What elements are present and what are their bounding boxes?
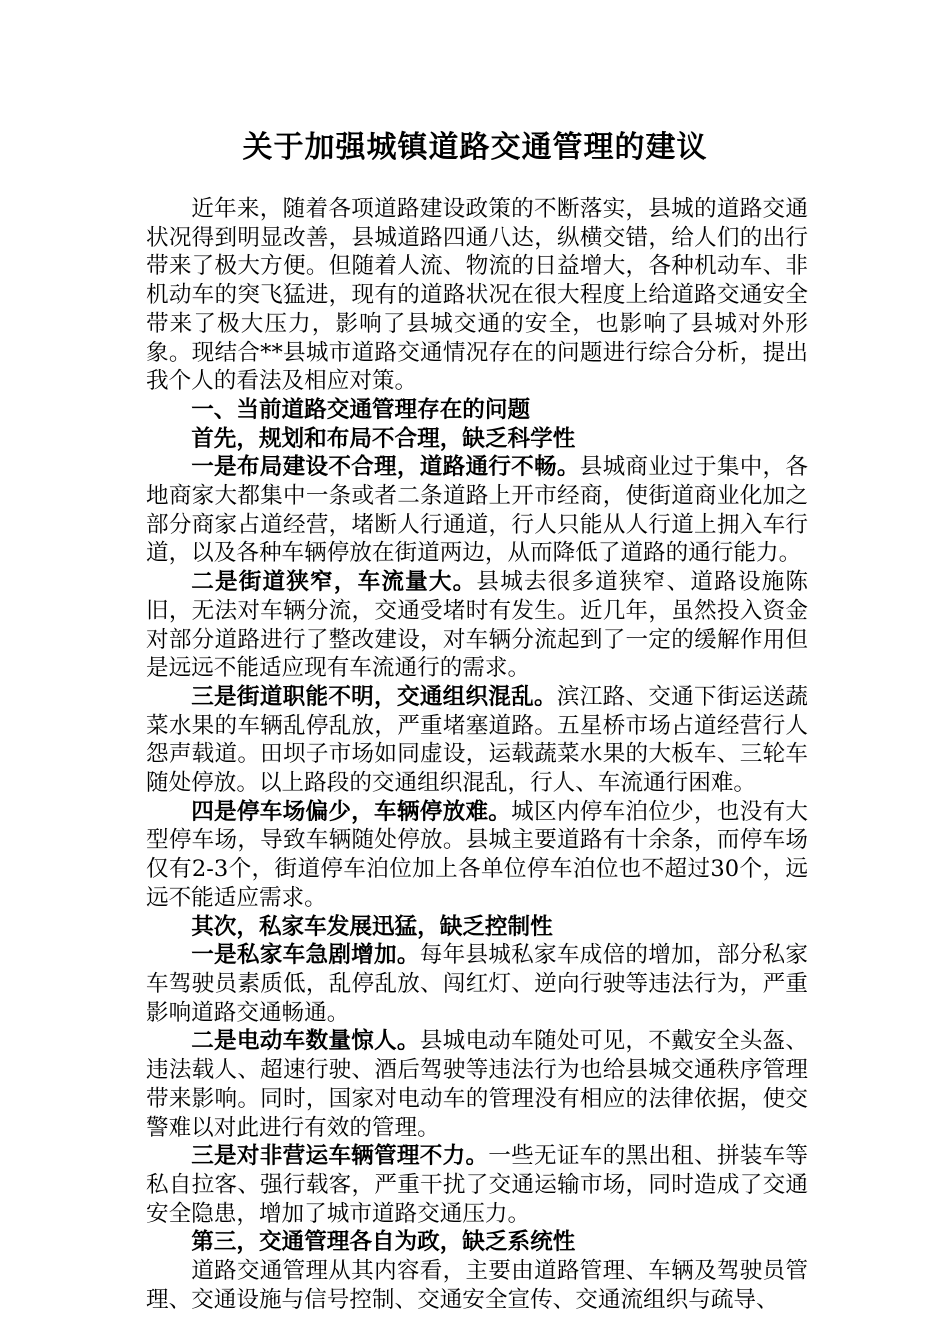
document-title: 关于加强城镇道路交通管理的建议 [242, 130, 708, 165]
paragraph-text: 近年来，随着各项道路建设政策的不断落实，县城的道路交通状况得到明显改善，县城道路四通八达，纵横交错，给人们的出行带来了极大方便。但随着人流、物流的日益增大，各种机动车、非机动车的突飞猛进，现有的道路状况在很大程度上给道路交通安全带来了极大压力，影响了县城交通的安全，也影响了县城对外形象。现结合**县城市道路交通情况存在的问题进行综合分析，提出我个人的看法及相应对策。 [146, 196, 808, 395]
body-paragraph [146, 941, 808, 1027]
paragraph-lead: 二是电动车数量惊人。 [191, 1028, 420, 1055]
subsection-heading: 首先，规划和布局不合理，缺乏科学性 [191, 425, 576, 452]
paragraph-lead: 四是停车场偏少，车辆停放难。 [191, 798, 512, 825]
paragraph-text: 城区内停车泊位少，也没有大型停车场，导致车辆随处停放。县城主要道路有十余条，而停车场仅有2-3个，街道停车泊位加上各单位停车泊位也不超过30个，远远不能适应需求。 [146, 798, 809, 911]
paragraph-text: 一些无证车的黑出租、拼装车等私自拉客、强行载客，严重干扰了交通运输市场，同时造成了交通安全隐患，增加了城市道路交通压力。 [146, 1143, 808, 1227]
paragraph-text: 滨江路、交通下街运送蔬菜水果的车辆乱停乱放，严重堵塞道路。五星桥市场占道经营行人怨声载道。田坝子市场如同虚设，运载蔬菜水果的大板车、三轮车随处停放。以上路段的交通组织混乱，行人、车流通行困难。 [146, 683, 809, 797]
paragraph-text: 县城去很多道狭窄、道路设施陈旧，无法对车辆分流，交通受堵时有发生。近几年，虽然投入资金对部分道路进行了整改建设，对车辆分流起到了一定的缓解作用但是远远不能适应现有车流通行的需求。 [146, 569, 809, 682]
paragraph-lead: 三是街道职能不明，交通组织混乱。 [191, 683, 557, 710]
body-paragraph [146, 1257, 808, 1314]
body-paragraph [146, 568, 808, 683]
body-paragraph [146, 798, 808, 913]
paragraph-lead: 一是布局建设不合理，道路通行不畅。 [191, 454, 580, 481]
paragraph-text: 每年县城私家车成倍的增加，部分私家车驾驶员素质低，乱停乱放、闯红灯、逆向行驶等违法行为，严重影响道路交通畅通。 [146, 942, 809, 1026]
body-paragraph [146, 1027, 808, 1142]
document-body [146, 195, 808, 1314]
subsection-heading: 第三，交通管理各自为政，缺乏系统性 [191, 1229, 576, 1256]
paragraph-text: 道路交通管理从其内容看，主要由道路管理、车辆及驾驶员管理、交通设施与信号控制、交通安全宣传、交通流组织与疏导、 [146, 1258, 808, 1313]
section-heading: 一、当前道路交通管理存在的问题 [191, 396, 531, 423]
paragraph-text: 县城商业过于集中，各地商家大都集中一条或者二条道路上开市经商，使街道商业化加之部分商家占道经营，堵断人行通道，行人只能从人行道上拥入车行道，以及各种车辆停放在街道两边，从而降低了道路的通行能力。 [146, 454, 809, 567]
paragraph-lead: 二是街道狭窄，车流量大。 [191, 569, 477, 596]
body-paragraph [146, 453, 808, 568]
paragraph-lead: 三是对非营运车辆管理不力。 [191, 1143, 489, 1170]
body-paragraph [146, 1142, 808, 1228]
subsection-heading: 其次，私家车发展迅猛，缺乏控制性 [191, 913, 553, 940]
paragraph-lead: 一是私家车急剧增加。 [191, 942, 420, 969]
body-paragraph [146, 683, 808, 798]
paragraph-text: 县城电动车随处可见，不戴安全头盔、违法载人、超速行驶、酒后驾驶等违法行为也给县城交通秩序管理带来影响。同时，国家对电动车的管理没有相应的法律依据，使交警难以对此进行有效的管理。 [146, 1028, 809, 1141]
intro-paragraph [146, 195, 808, 396]
